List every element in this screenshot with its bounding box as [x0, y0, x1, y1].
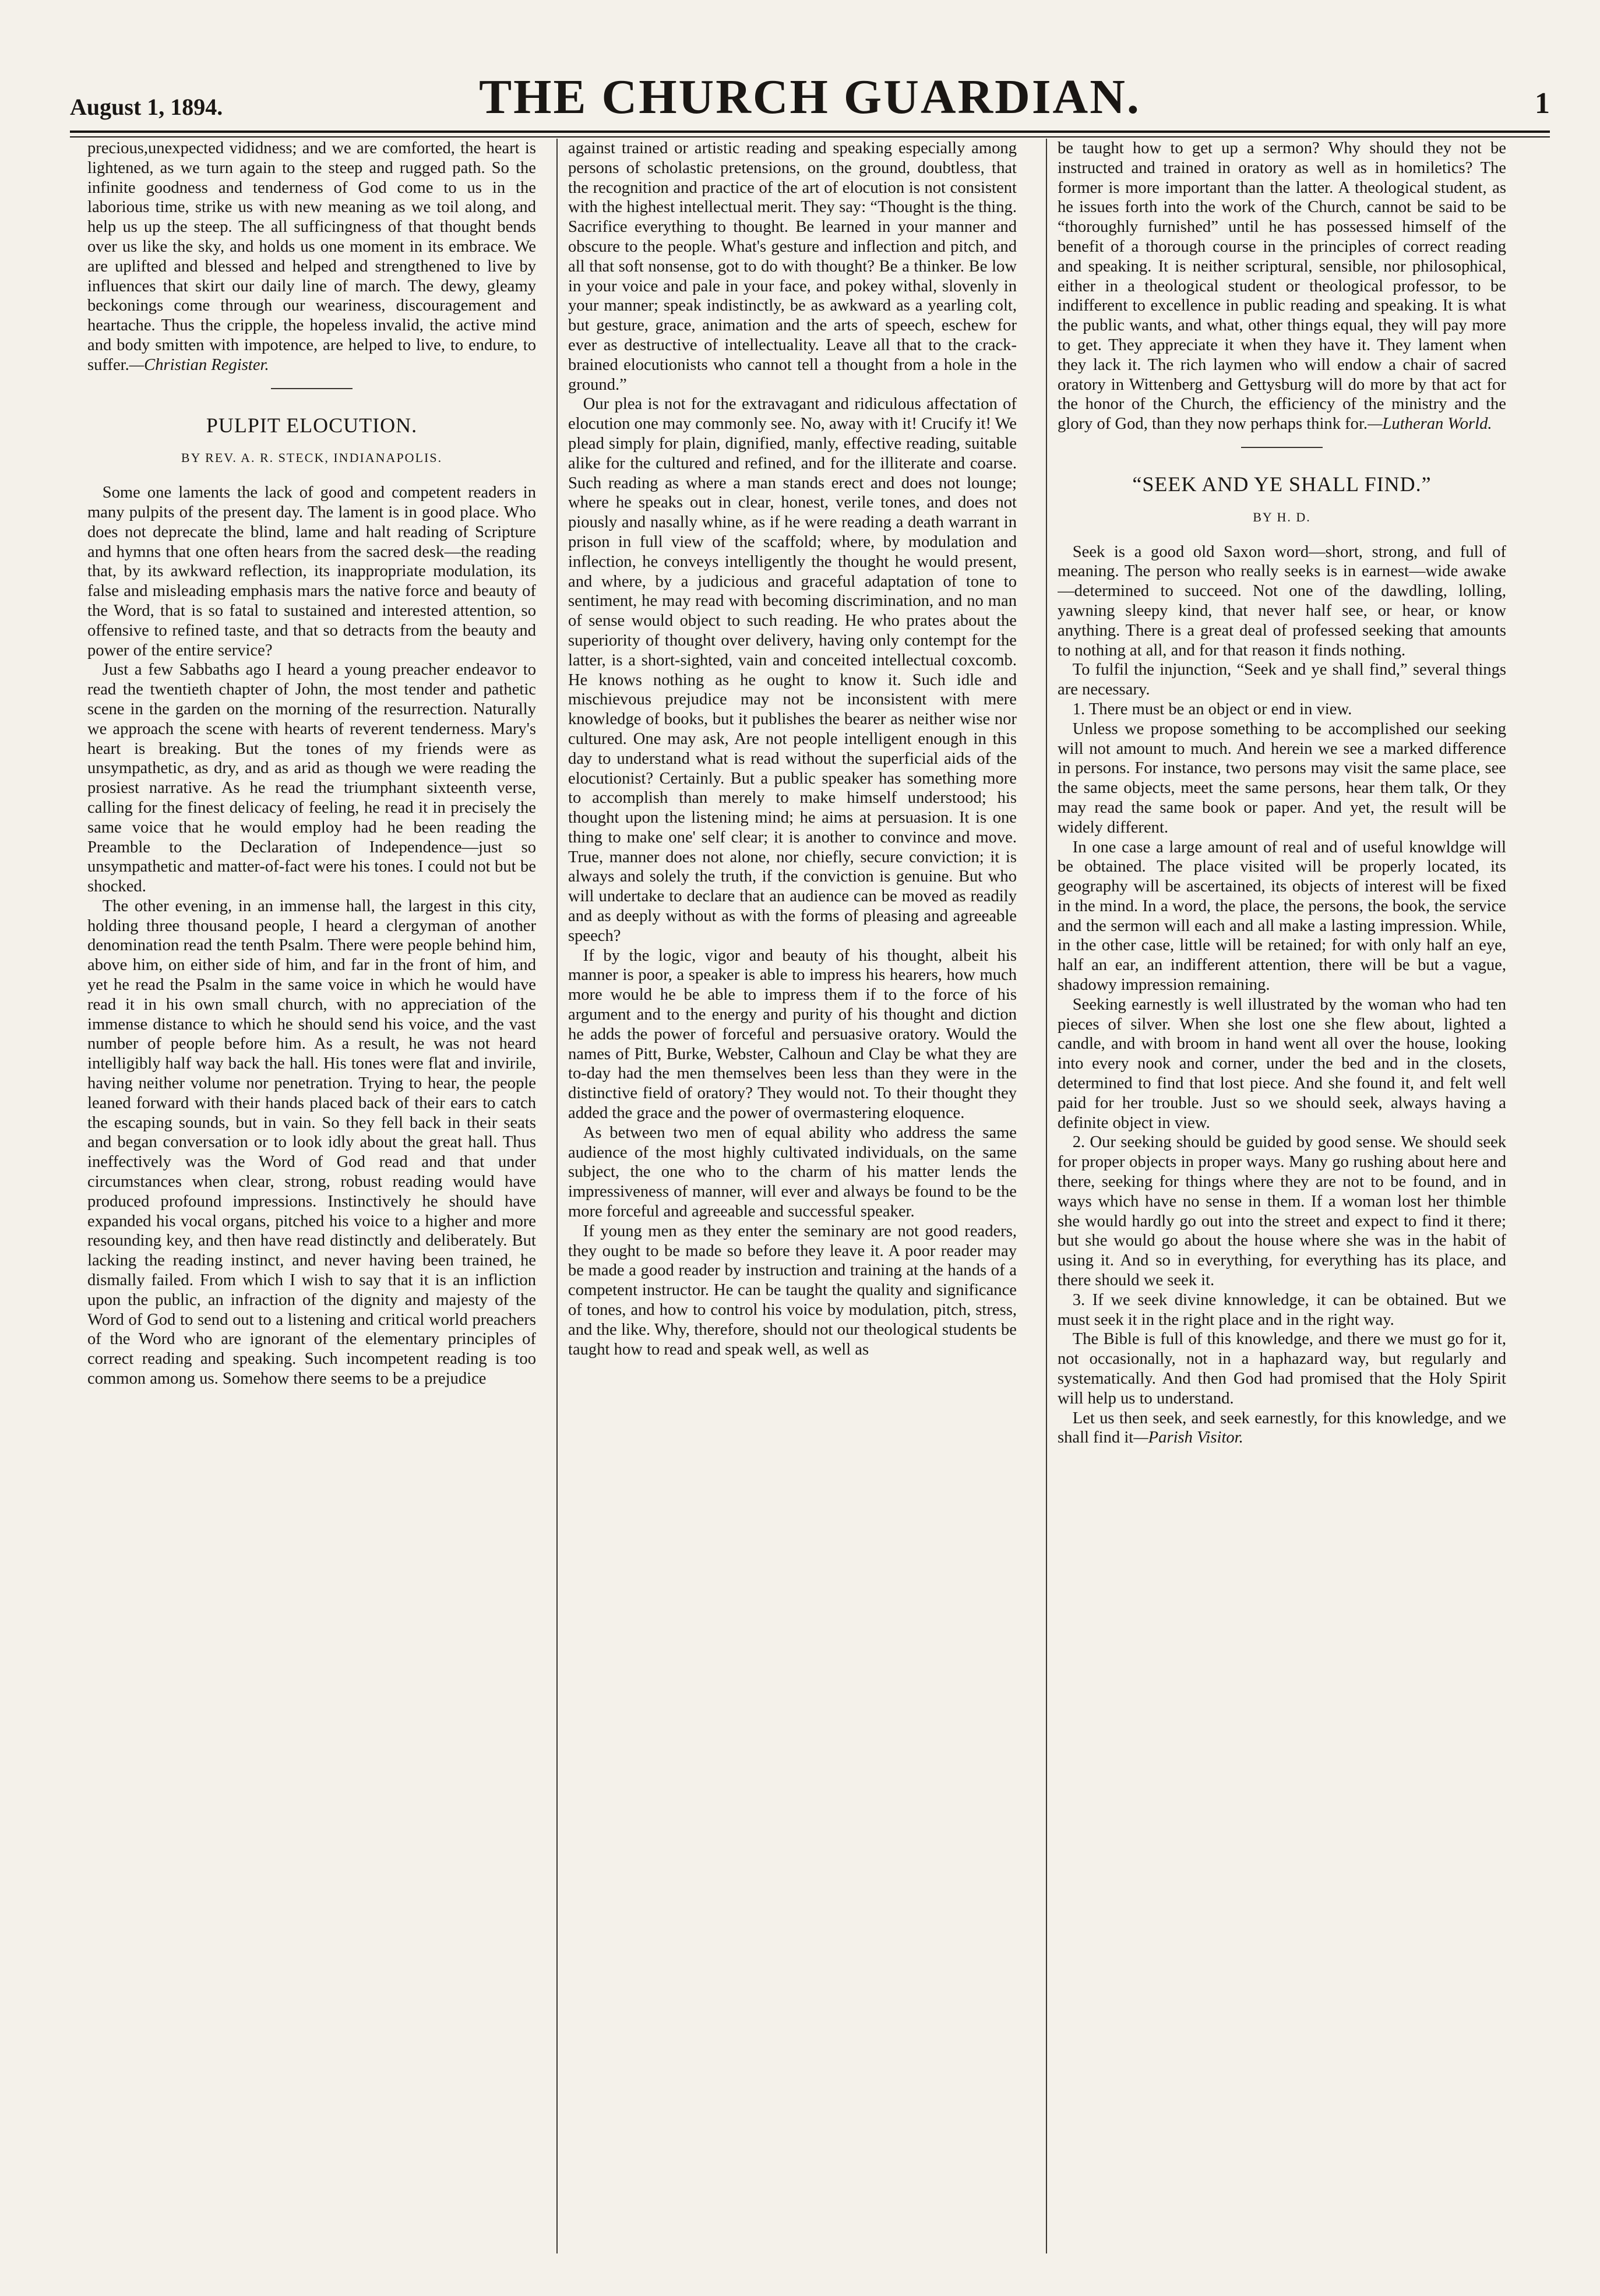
- article-paragraph: The other evening, in an immense hall, the largest in this city, holding three thousand people, I heard a clergyman of another denomination read the tenth Psalm. There were people behind him, above him, on either side of him, and far in the front of him, and yet he read the Psalm in the same voice in which he would have read it in his own small church, with no appreciation of the immense distance to which he should send his voice, and the vast number of people before him. As a result, he was not heard intelligibly half way back the hall. His tones were flat and invirile, having neither volume nor penetration. Trying to hear, the people leaned forward with their hands placed back of their ears to catch the escaping sounds, but in vain. So they fell back in their seats and began conversation or to look idly about the great hall. Thus ineffectively was the Word of God read and that under circumstances when clear, strong, robust reading would have produced profound impressions. Instinctively he should have expanded his vocal organs, pitched his voice to a higher and more resounding key, and then have read distinctly and deliberately. But lacking the reading instinct, and never having been trained, he dismally failed. From which I wish to say that it is an infliction upon the public, an infraction of the dignity and majesty of the Word of God to send out to a listening and critical world preachers of the Word who are ignorant of the elementary principles of correct reading and speaking. Such incompetent reading is too common among us. Somehow there seems to be a prejudice: [87, 897, 536, 1388]
- source-attribution: —Lutheran World.: [1368, 415, 1492, 433]
- article-paragraph: against trained or artistic reading and speaking especially among persons of scholastic pretensions, on the ground, doubtless, that the recognition and practice of the art of elocution is not consistent with the highest intellectual merit. They say: “Thought is the thing. Sacrifice everything to thought. Be learned in your manner and obscure to the people. What's gesture and inflection and pitch, and all that soft nonsense, got to do with thought? Be a thinker. Be low in your voice and pale in your face, and pokey withal, slovenly in your manner; speak indistinctly, be as awkward as a yearling colt, but gesture, grace, animation and the arts of speech, eschew for ever as destructive of intellectuality. Leave all that to the crack-brained elocutionists who cannot tell a thought from a hole in the ground.”: [568, 139, 1017, 394]
- article-separator: [271, 388, 353, 389]
- article-paragraph: If young men as they enter the seminary are not good readers, they ought to be made so before they leave it. A poor reader may be made a good reader by instruction and training at the hands of a competent instructor. He can be taught the quality and significance of tones, and how to control his voice by modulation, pitch, stress, and the like. Why, therefore, should not our theological students be taught how to read and speak well, as well as: [568, 1222, 1017, 1359]
- issue-date: August 1, 1894.: [70, 94, 223, 120]
- article-paragraph: If by the logic, vigor and beauty of his thought, albeit his manner is poor, a speaker is able to impress his hearers, how much more would he be able to impress them if to the force of his argument and to the energy and purity of his thought and diction he adds the power of forceful and persuasive oratory. Would the names of Pitt, Burke, Webster, Calhoun and Clay be what they are to-day had the men themselves been less than they were in the distinctive field of oratory? They would not. To their thought they added the grace and the power of overmastering eloquence.: [568, 946, 1017, 1123]
- article-paragraph: In one case a large amount of real and of useful knowldge will be obtained. The place visited will be properly located, its geography will be ascertained, its objects of interest will be fixed in the mind. In a word, the place, the persons, the book, the service and the sermon will each and all make a lasting impression. While, in the other case, little will be retained; for with only half an eye, half an ear, an indifferent attention, there will be but a vague, shadowy impression remaining.: [1058, 838, 1506, 994]
- article-continuation: precious,unexpected vididness; and we are comforted, the heart is lightened, as we turn again to the steep and rugged path. So the infinite goodness and tenderness of God come to us in the laborious time, strike us with new meaning as we toil along, and help us up the steep. The all sufficingness of that thought bends over us like the sky, and holds us one moment in its embrace. We are uplifted and blessed and helped and strengthened to live by influences that skirt our daily line of march. The dewy, gleamy beckonings come through our weariness, discouragement and heartache. Thus the cripple, the hopeless invalid, the active mind and body smitten with impotence, are helped to live, to endure, to suffer.—Christian Register.: [87, 139, 536, 374]
- masthead-rule-thin: [70, 136, 1550, 137]
- article-paragraph: Some one laments the lack of good and competent readers in many pulpits of the present day. The lament is in good place. Who does not deprecate the blind, lame and halt reading of Scripture and hymns that one often hears from the sacred desk—the reading that, by its awkward reflection, its inappropriate modulation, its false and misleading emphasis mars the native force and beauty of the Word, that is so fatal to sustained and interested attention, so offensive to refined taste, and that so detracts from the beauty and power of the entire service?: [87, 484, 536, 659]
- article-paragraph: Let us then seek, and seek earnestly, for this knowledge, and we shall find it—Parish Visitor.: [1058, 1409, 1506, 1447]
- article-continuation: be taught how to get up a sermon? Why should they not be instructed and trained in oratory as well as in homiletics? The former is more important than the latter. A theological student, as he issues forth into the work of the Church, cannot be said to be “thoroughly furnished” until he has possessed himself of the benefit of a thorough course in the principles of correct reading and speaking. It is neither scriptural, sensible, nor philosophical, either in a theological student or theological professor, to be indifferent to excellence in public reading and speaking. It is what the public wants, and what, other things equal, they will pay more to get. They appreciate it when they have it. They lament when they lack it. The rich laymen who will endow a chair of sacred oratory in Wittenberg and Gettysburg will do more by that act for the honor of the Church, the efficiency of the ministry and the glory of God, than they now perhaps think for.—Lutheran World.: [1058, 139, 1506, 433]
- article-paragraph: 3. If we seek divine knnowledge, it can be obtained. But we must seek it in the right place and in the right way.: [1058, 1290, 1506, 1329]
- article-paragraph: To fulfil the injunction, “Seek and ye shall find,” several things are necessary.: [1058, 661, 1506, 699]
- newspaper-title: THE CHURCH GUARDIAN.: [479, 70, 1141, 124]
- page-number: 1: [1535, 87, 1550, 120]
- column-divider: [556, 139, 558, 2253]
- column-divider: [1046, 139, 1047, 2253]
- article-separator: [1241, 447, 1323, 448]
- article-paragraph: 2. Our seeking should be guided by good sense. We should seek for proper objects in proper ways. Many go rushing about here and there, seeking for things where they are not to be found, and in ways which have no sense in them. If a woman lost her thimble she would hardly go out into the street and expect to find it there; but she would go about the house where she was in the habit of using it. And so in everything, for everything has its place, and there should we seek it.: [1058, 1133, 1506, 1290]
- column-1: [87, 139, 536, 2271]
- article-paragraph: 1. There must be an object or end in view.: [1072, 700, 1352, 718]
- article-paragraph: As between two men of equal ability who address the same audience of the most highly cultivated individuals, on the same subject, the one who to the charm of his matter lends the impressiveness of manner, will ever and always be found to be the more forceful and agreeable and successful speaker.: [568, 1123, 1017, 1221]
- source-attribution: —Christian Register.: [129, 355, 269, 374]
- article-title: “SEEK AND YE SHALL FIND.”: [1132, 472, 1432, 496]
- article-paragraph: Just a few Sabbaths ago I heard a young preacher endeavor to read the twentieth chapter of John, the most tender and pathetic scene in the garden on the morning of the resurrection. Naturally we approach the scene with hearts of reverent tenderness. Mary's heart is breaking. But the tones of my friends were as unsympathetic, as dry, and as arid as though we were reading the prosiest narrative. As he read the triumphant sixteenth verse, calling for the finest delicacy of feeling, he read it in precisely the same voice that he would employ had he been reading the Preamble to the Declaration of Independence—just so unsympathetic and matter-of-fact were his tones. I could not but be shocked.: [87, 661, 536, 896]
- article-paragraph: Unless we propose something to be accomplished our seeking will not amount to much. And herein we see a marked difference in persons. For instance, two persons may visit the same place, see the same objects, meet the same persons, hear them talk, Or they may read the same book or paper. And yet, the result will be widely different.: [1058, 720, 1506, 837]
- column-2: [568, 139, 1017, 2271]
- column-3: [1058, 139, 1506, 2271]
- article-byline: BY H. D.: [1253, 509, 1311, 524]
- article-paragraph: Seek is a good old Saxon word—short, strong, and full of meaning. The person who really seeks is in earnest—wide awake—determined to succeed. Not one of the dawdling, lolling, yawning sleepy kind, that never half see, or hear, or know anything. There is a great deal of professed seeking that amounts to nothing at all, and for that reason it finds nothing.: [1058, 542, 1506, 659]
- masthead-rule: [70, 131, 1550, 133]
- article-title: PULPIT ELOCUTION.: [206, 413, 418, 437]
- article-paragraph: The Bible is full of this knowledge, and there we must go for it, not occasionally, not in a haphazard way, but regularly and systematically. And then God had promised that the Holy Spirit will help us to understand.: [1058, 1330, 1506, 1408]
- article-paragraph: Our plea is not for the extravagant and ridiculous affectation of elocution one may commonly see. No, away with it! Crucify it! We plead simply for plain, dignified, manly, effective reading, suitable alike for the cultured and refined, and for the illiterate and coarse. Such reading as where a man stands erect and does not lounge; where he speaks out in clear, honest, verile tones, and does not piously and nasally whine, as if he were reading a death warrant in prison in full view of the scaffold; where, by modulation and inflection, he conveys intelligently the thought he would present, and where, by a judicious and graceful adaptation of tone to sentiment, he may read with becoming discrimination, and no man of sense would object to such reading. He who prates about the superiority of thought over delivery, having only contempt for the latter, is a short-sighted, vain and conceited intellectual coxcomb. He knows nothing as he ought to know it. Such idle and mischievous prejudice may not be inconsistent with mere knowledge of books, but it publishes the bearer as neither wise nor cultured. One may ask, Are not people intelligent enough in this day to understand what is read without the superficial aids of the elocutionist? Certainly. But a public speaker has something more to accomplish than merely to make himself understood; his thought upon the listening mind; he aims at persuasion. It is one thing to make one' self clear; it is another to convince and move. True, manner does not alone, nor chiefly, secure conviction; it is always and solely the truth, if the conviction is genuine. But who will undertake to declare that an audience can be moved as readily and as deeply without as with the forms of pleasing and agreeable speech?: [568, 395, 1017, 945]
- masthead: [70, 69, 1550, 133]
- source-attribution: —Parish Visitor.: [1133, 1429, 1243, 1447]
- article-paragraph: Seeking earnestly is well illustrated by the woman who had ten pieces of silver. When she lost one she flew about, lighted a candle, and with broom in hand went all over the house, looking into every nook and corner, under the bed and in the closets, determined to find that lost piece. And she found it, and felt well paid for her trouble. Just so we should seek, always having a definite object in view.: [1058, 995, 1506, 1132]
- article-byline: BY REV. A. R. STECK, INDIANAPOLIS.: [181, 450, 443, 465]
